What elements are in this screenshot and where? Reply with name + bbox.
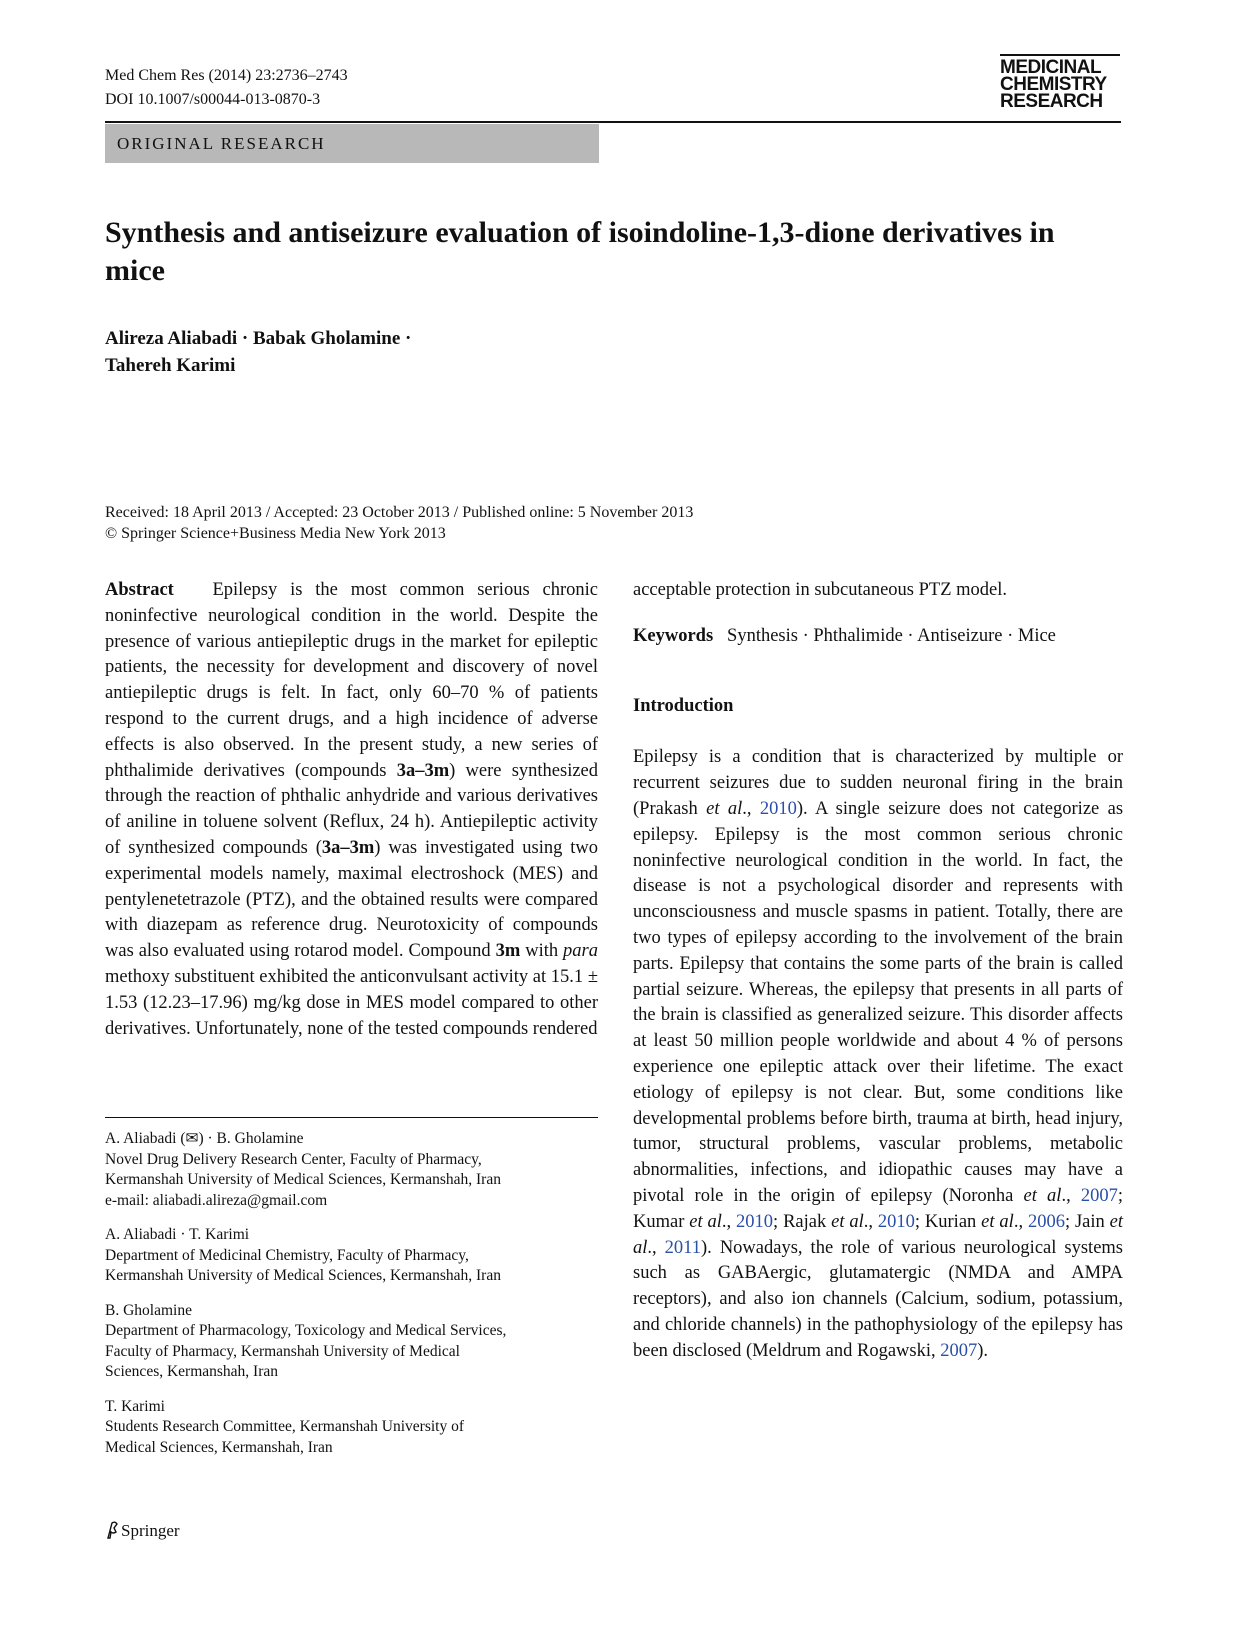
email-link[interactable]: e-mail: aliabadi.alireza@gmail.com xyxy=(105,1191,328,1209)
abstract-heading: Abstract xyxy=(105,580,174,600)
abstract-paragraph: Abstract Epilepsy is the most common serious chronic noninfective neurological condition in the world. Despite the presence of various antiepileptic drugs in the market for epileptic patients, the necessity for development and discovery of novel antiepileptic drugs is felt. In fact, only 60–70 % of patients respond to the current drugs, and a high incidence of adverse effects is also observed. In the present study, a new series of phthalimide derivatives (compounds 3a–3m) were synthesized through the reaction of phthalic anhydride and various derivatives of aniline in toluene solvent (Reflux, 24 h). Antiepileptic activity of synthesized compounds (3a–3m) was investigated using two experimental models namely, maximal electroshock (MES) and pentylenetetrazole (PTZ), and the obtained results were compared with diazepam as reference drug. Neurotoxicity of compounds was also evaluated using rotarod model. Compound 3m with para methoxy substituent exhibited the anticonvulsant activity at 15.1 ± 1.53 (12.23–17.96) mg/kg dose in MES model compared to other derivatives. Unfortunately, none of the tested compounds rendered xyxy=(105,580,599,1039)
affiliation-block: A. Aliabadi · T. Karimi Department of Medicinal Chemistry, Faculty of Pharmacy, Kermanshah University of Medical Sciences, Kermanshah, Iran xyxy=(105,1226,501,1284)
publisher-name: Springer xyxy=(121,1521,180,1540)
journal-citation xyxy=(105,64,348,112)
footnote-rule xyxy=(105,1117,598,1118)
publisher-footer xyxy=(105,1520,180,1542)
citation-link[interactable]: 2010 xyxy=(877,1211,915,1232)
section-label: ORIGINAL RESEARCH xyxy=(105,124,599,163)
author-list xyxy=(105,325,411,379)
doi-line: DOI 10.1007/s00044-013-0870-3 xyxy=(105,91,321,108)
springer-horse-icon xyxy=(105,1520,119,1540)
copyright-line: © Springer Science+Business Media New York 2013 xyxy=(105,525,446,542)
affiliations xyxy=(105,1129,598,1472)
authors-line-1: Alireza Aliabadi · Babak Gholamine · xyxy=(105,328,412,349)
publication-dates xyxy=(105,502,693,544)
affiliation-block: T. Karimi Students Research Committee, Kermanshah University of Medical Sciences, Kermanshah, Iran xyxy=(105,1397,465,1456)
keywords xyxy=(633,624,1123,650)
abstract-section xyxy=(105,578,598,1042)
citation-link[interactable]: 2010 xyxy=(736,1211,774,1232)
citation-line: Med Chem Res (2014) 23:2736–2743 xyxy=(105,67,348,84)
journal-logo: MEDICINAL CHEMISTRY RESEARCH xyxy=(1000,54,1120,110)
abstract-continuation: acceptable protection in subcutaneous PTZ model. xyxy=(633,580,1007,600)
introduction-heading: Introduction xyxy=(633,695,734,716)
citation-link[interactable]: 2010 xyxy=(759,798,797,819)
citation-link[interactable]: 2006 xyxy=(1027,1211,1065,1232)
keywords-text: Synthesis · Phthalimide · Antiseizure · Mice xyxy=(727,625,1056,646)
dates-line: Received: 18 April 2013 / Accepted: 23 October 2013 / Published online: 5 November 2013 xyxy=(105,504,694,521)
citation-link[interactable]: 2011 xyxy=(664,1237,701,1258)
keywords-heading: Keywords xyxy=(633,625,714,646)
affiliation-block: A. Aliabadi (✉) · B. Gholamine Novel Drug Delivery Research Center, Faculty of Pharmacy, Kermanshah University of Medical Sciences, Kermanshah, Iran e-mail: aliabadi.alireza@gmail.com xyxy=(105,1129,598,1211)
affiliation-block: B. Gholamine Department of Pharmacology, Toxicology and Medical Services, Faculty of Pharmacy, Kermanshah University of Medical Sciences, Kermanshah, Iran xyxy=(105,1301,507,1380)
citation-link[interactable]: 2007 xyxy=(940,1340,978,1361)
authors-line-2: Tahereh Karimi xyxy=(105,355,236,376)
citation-link[interactable]: 2007 xyxy=(1080,1185,1118,1206)
right-column xyxy=(633,578,1123,1365)
article-title: Synthesis and antiseizure evaluation of isoindoline-1,3-dione derivatives in mice xyxy=(105,216,1055,287)
header-rule xyxy=(105,121,1121,123)
introduction-paragraph: Epilepsy is a condition that is characterized by multiple or recurrent seizures due to sudden neuronal firing in the brain (Prakash et al., 2010). A single seizure does not categorize as epilepsy. Epilepsy is the most common serious chronic noninfective neurological condition in the world. In fact, the disease is not a psychological disorder and represents with unconsciousness and muscle spasms in patient. Totally, there are two types of epilepsy according to the involvement of the brain parts. Epilepsy that contains the some parts of the brain is called partial seizure. Whereas, the epilepsy that presents in all parts of the brain is classified as generalized seizure. This disorder affects at least 50 million people worldwide and about 4 % of persons experience one epileptic attack over their lifetime. The exact etiology of epilepsy is not clear. But, some conditions like developmental problems before birth, trauma at birth, head injury, tumor, structural problems, vascular problems, metabolic abnormalities, infections, and idiopathic causes may have a pivotal role in the origin of epilepsy (Noronha et al., 2007; Kumar et al., 2010; Rajak et al., 2010; Kurian et al., 2006; Jain et al., 2011). Nowadays, the role of various neurological systems such as GABAergic, glutamatergic (NMDA and AMPA receptors), and also ion channels (Calcium, sodium, potassium, and chloride channels) in the pathophysiology of the epilepsy has been disclosed (Meldrum and Rogawski, 2007). xyxy=(633,747,1124,1361)
